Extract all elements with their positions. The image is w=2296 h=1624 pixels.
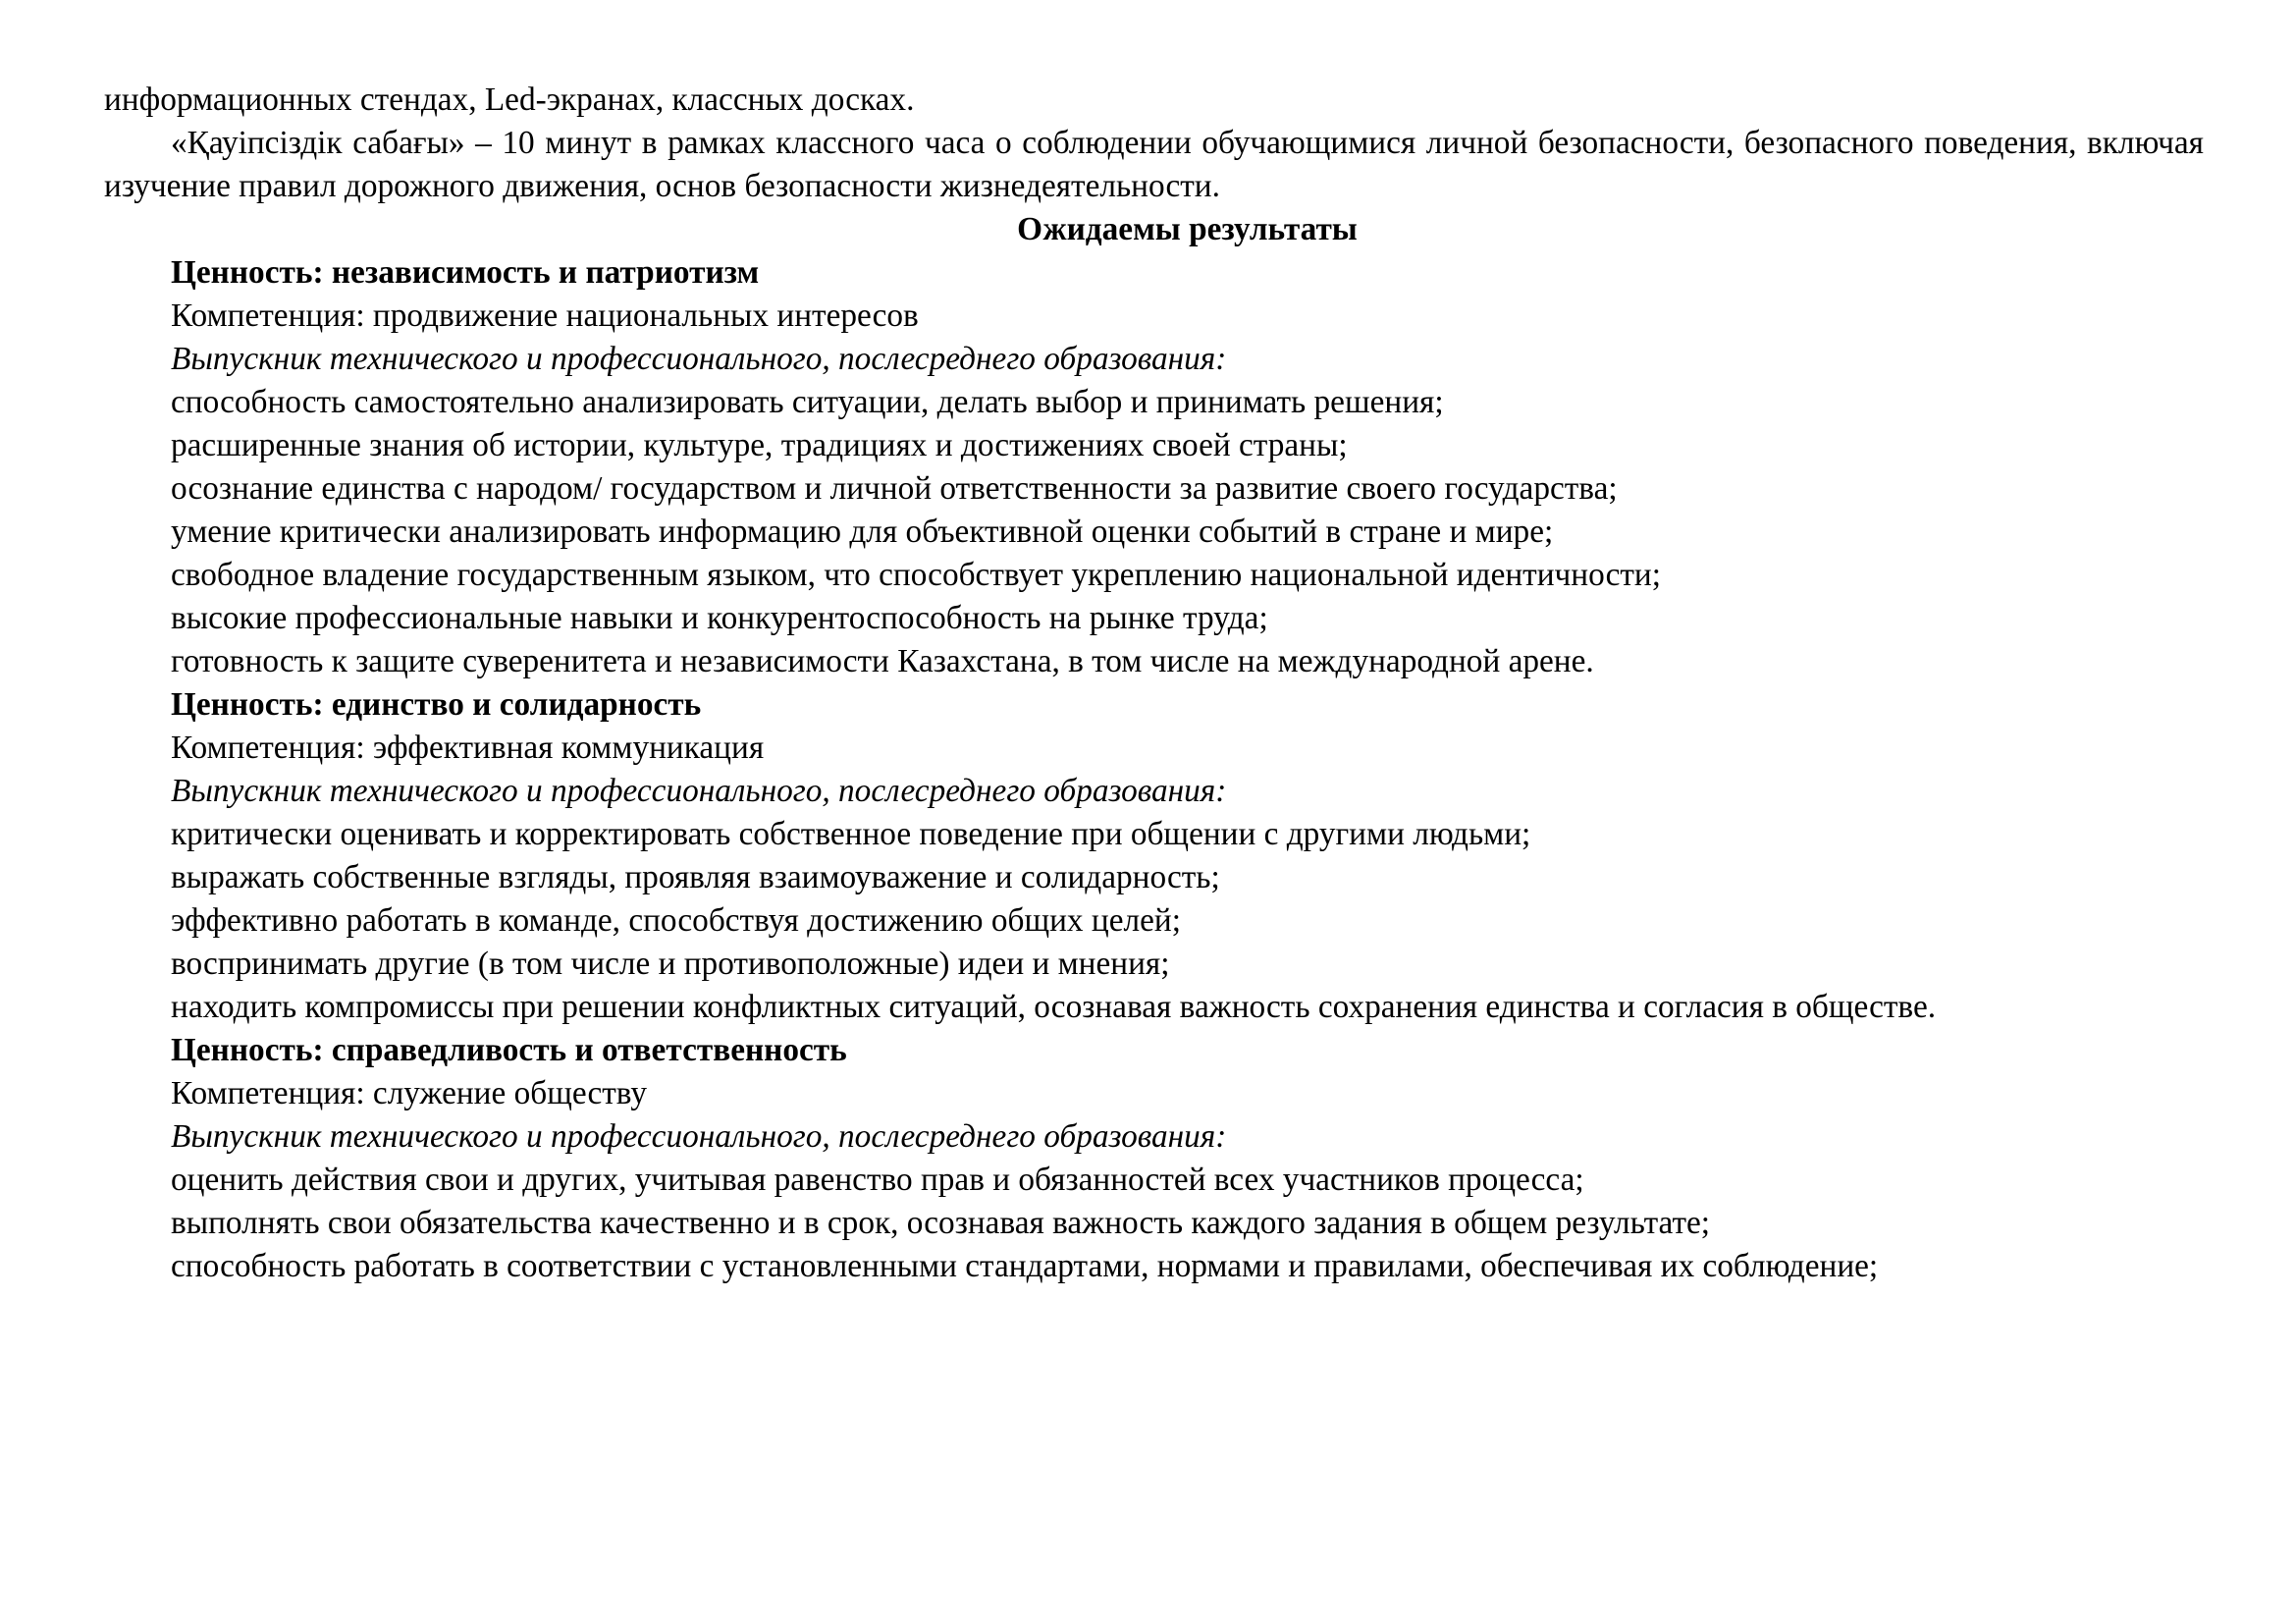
paragraph-safety-lesson: «Қауіпсіздік сабағы» – 10 минут в рамках классного часа о соблюдении обучающимися личной безопасности, безопасного поведения, включая изучение правил дорожного движения, основ безопасности жизнедеятельности. [104,125,2204,204]
paragraph-graduate-lead-2: Выпускник технического и профессионального, послесреднего образования: [171,773,1227,809]
paragraph-graduate-lead-3: Выпускник технического и профессионального, послесреднего образования: [171,1118,1227,1155]
paragraph-outcome-accept-ideas: воспринимать другие (в том числе и противоположные) идеи и мнения; [171,946,1170,982]
paragraph-outcome-critical-analysis: умение критически анализировать информацию для объективной оценки событий в стране и мире; [171,514,1554,550]
paragraph-competence-national-interests: Компетенция: продвижение национальных интересов [171,298,919,334]
paragraph-outcome-professional-skills: высокие профессиональные навыки и конкурентоспособность на рынке труда; [171,600,1268,636]
paragraph-competence-effective-communication: Компетенция: эффективная коммуникация [171,730,765,766]
paragraph-competence-serving-society: Компетенция: служение обществу [171,1075,647,1111]
heading-value-justice-responsibility: Ценность: справедливость и ответственность [171,1032,847,1068]
paragraph-outcome-teamwork: эффективно работать в команде, способствуя достижению общих целей; [171,902,1181,939]
paragraph-outcome-find-compromises: находить компромиссы при решении конфликтных ситуаций, осознавая важность сохранения единства и согласия в обществе. [171,989,1937,1025]
paragraph-outcome-analyze-situations: способность самостоятельно анализировать ситуации, делать выбор и принимать решения; [171,384,1444,420]
paragraph-outcome-sovereignty-defense: готовность к защите суверенитета и независимости Казахстана, в том числе на международной арене. [171,643,1594,679]
paragraph-outcome-unity-with-people: осознание единства с народом/ государством и личной ответственности за развитие своего государства; [171,470,1618,507]
paragraph-outcome-assess-actions: оценить действия свои и других, учитывая равенство прав и обязанностей всех участников процесса; [171,1162,1584,1198]
heading-value-unity-solidarity: Ценность: единство и солидарность [171,686,702,723]
paragraph-graduate-lead-1: Выпускник технического и профессионального, послесреднего образования: [171,341,1227,377]
paragraph-outcome-state-language: свободное владение государственным языком, что способствует укреплению национальной идентичности; [171,557,1661,593]
heading-value-independence-patriotism: Ценность: независимость и патриотизм [171,254,760,291]
paragraph-outcome-extended-knowledge: расширенные знания об истории, культуре, традициях и достижениях своей страны; [171,427,1348,463]
paragraph-outcome-fulfill-obligations: выполнять свои обязательства качественно и в срок, осознавая важность каждого задания в общем результате; [171,1205,1711,1241]
heading-expected-results: Ожидаемы результаты [1017,211,1358,247]
paragraph-outcome-work-to-standards: способность работать в соответствии с установленными стандартами, нормами и правилами, обеспечивая их соблюдение; [171,1248,1879,1284]
paragraph-outcome-evaluate-behavior: критически оценивать и корректировать собственное поведение при общении с другими людьми; [171,816,1531,852]
paragraph-outcome-express-views: выражать собственные взгляды, проявляя взаимоуважение и солидарность; [171,859,1220,895]
paragraph-info-stands: информационных стендах, Led-экранах, классных досках. [104,81,915,118]
